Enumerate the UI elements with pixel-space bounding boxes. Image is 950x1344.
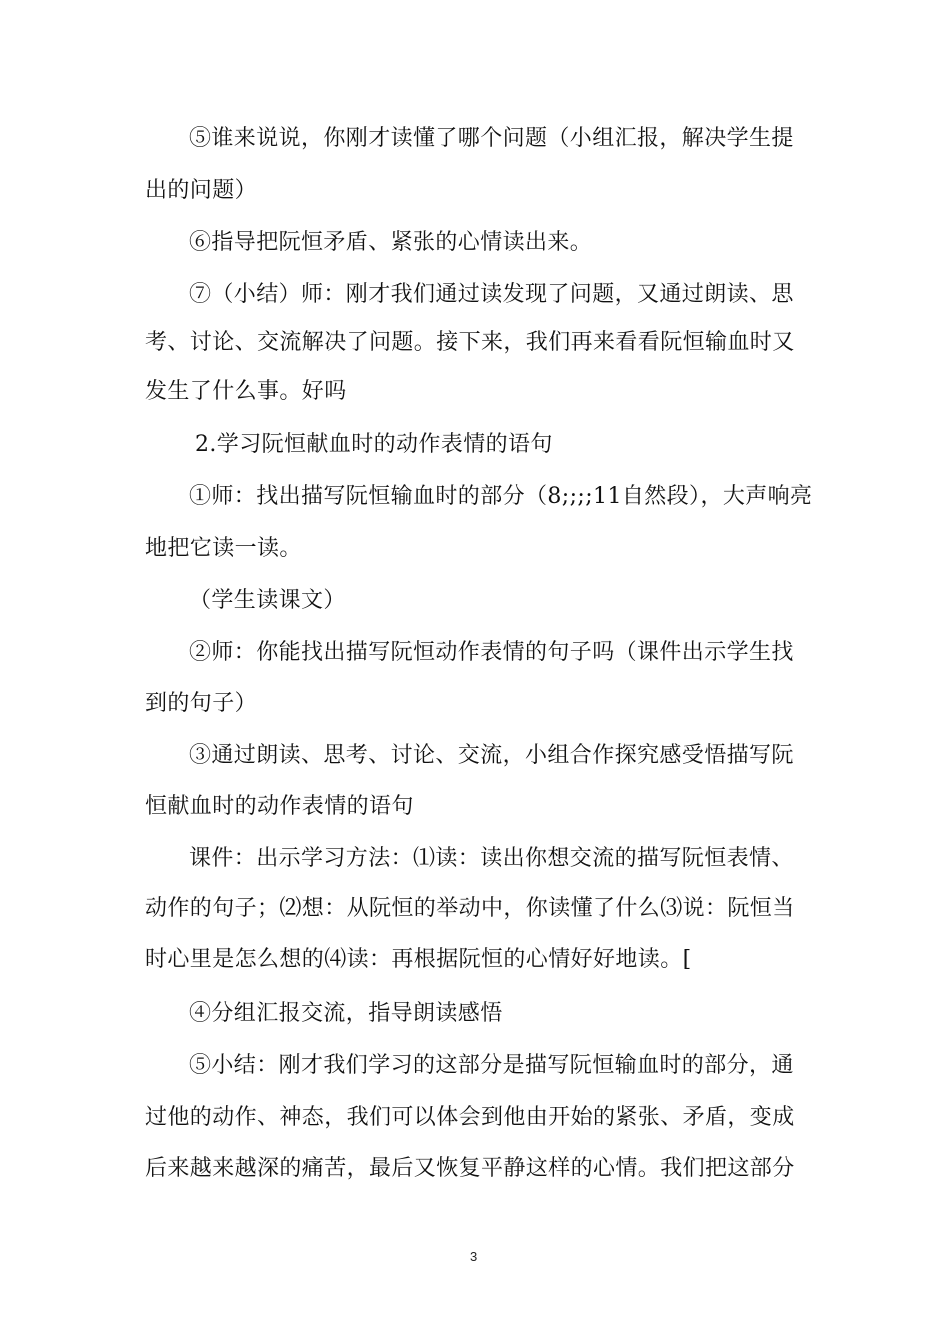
text-line: 时心里是怎么想的⑷读：再根据阮恒的心情好好地读。[ bbox=[145, 947, 692, 972]
text-line: ①师：找出描写阮恒输血时的部分（8;;;;11自然段），大声响亮 bbox=[189, 484, 813, 509]
text-line: （学生读课文） bbox=[189, 588, 346, 613]
text-line: 发生了什么事。好吗 bbox=[145, 379, 347, 404]
text-line: 恒献血时的动作表情的语句 bbox=[145, 794, 414, 819]
text-line: ⑥指导把阮恒矛盾、紧张的心情读出来。 bbox=[189, 230, 593, 255]
section-heading: 2.学习阮恒献血时的动作表情的语句 bbox=[195, 432, 553, 457]
text-line: ②师：你能找出描写阮恒动作表情的句子吗（课件出示学生找 bbox=[189, 640, 794, 665]
text-line: 考、讨论、交流解决了问题。接下来，我们再来看看阮恒输血时又 bbox=[145, 330, 795, 355]
text-line: 动作的句子；⑵想：从阮恒的举动中，你读懂了什么⑶说：阮恒当 bbox=[145, 896, 795, 921]
text-line: ⑤谁来说说，你刚才读懂了哪个问题（小组汇报，解决学生提 bbox=[189, 126, 794, 151]
text-line: 过他的动作、神态，我们可以体会到他由开始的紧张、矛盾，变成 bbox=[145, 1105, 795, 1130]
text-line: 后来越来越深的痛苦，最后又恢复平静这样的心情。我们把这部分 bbox=[145, 1156, 795, 1181]
text-line: ⑤小结：刚才我们学习的这部分是描写阮恒输血时的部分，通 bbox=[189, 1053, 794, 1078]
page-number: 3 bbox=[470, 1249, 478, 1264]
text-line: ③通过朗读、思考、讨论、交流，小组合作探究感受悟描写阮 bbox=[189, 743, 794, 768]
text-line: 到的句子） bbox=[145, 691, 258, 716]
text-line: ⑦（小结）师：刚才我们通过读发现了问题，又通过朗读、思 bbox=[189, 282, 794, 307]
text-line: 课件：出示学习方法：⑴读：读出你想交流的描写阮恒表情、 bbox=[189, 846, 794, 871]
text-line: 出的问题） bbox=[145, 178, 258, 203]
text-line: 地把它读一读。 bbox=[145, 536, 302, 561]
text-line: ④分组汇报交流，指导朗读感悟 bbox=[189, 1001, 503, 1026]
